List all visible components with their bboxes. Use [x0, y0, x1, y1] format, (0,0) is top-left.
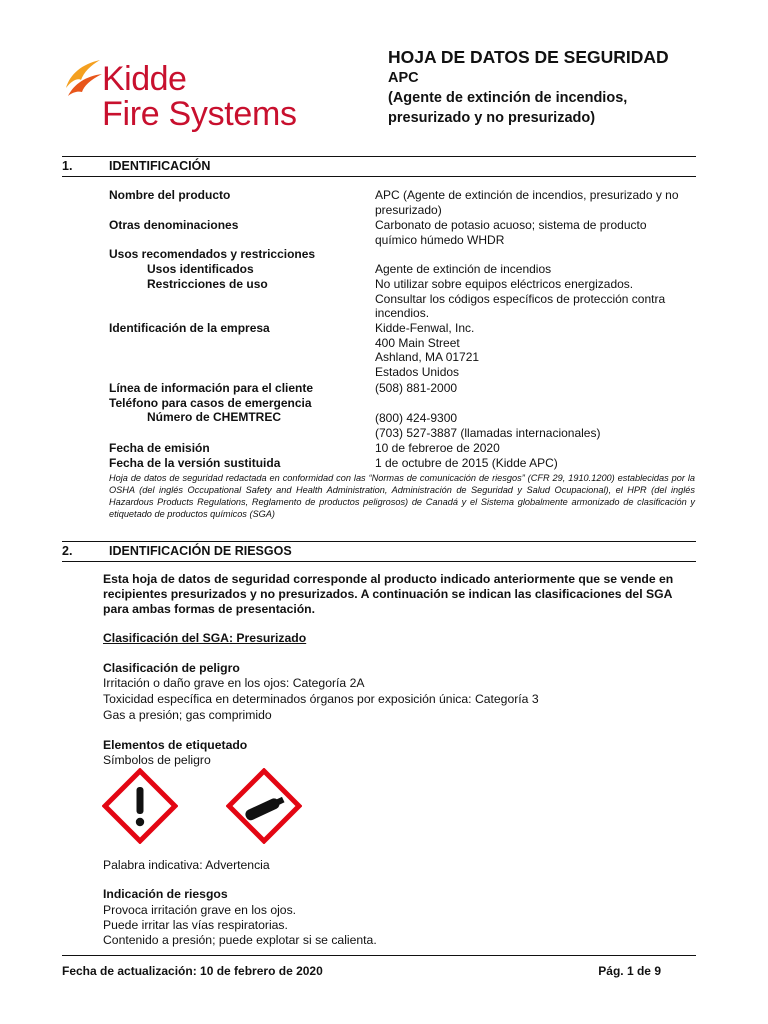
section-divider: [62, 561, 696, 562]
field-label-emergency-phone: Teléfono para casos de emergencia: [109, 396, 312, 410]
field-label-identified-uses: Usos identificados: [147, 262, 254, 276]
hazard-class-item: Irritación o daño grave en los ojos: Categoría 2A: [103, 676, 365, 690]
field-label-issue-date: Fecha de emisión: [109, 441, 210, 455]
field-label-product-name: Nombre del producto: [109, 188, 231, 202]
section-divider: [62, 156, 696, 157]
field-label-chemtrec: Número de CHEMTREC: [147, 410, 282, 424]
section-2-intro: Esta hoja de datos de seguridad corresponde al producto indicado anteriormente que se vende en recipientes presurizados y no presurizados. A continuación se indican las clasificaciones del SGA para ambas formas de presentación.: [103, 572, 674, 617]
hazard-statement: Contenido a presión; puede explotar si se calienta.: [103, 933, 377, 947]
footer-update-date: Fecha de actualización: 10 de febrero de 2020: [62, 964, 323, 978]
field-label-restrictions: Restricciones de uso: [147, 277, 268, 291]
field-value-product-name: APC (Agente de extinción de incendios, presurizado y no presurizado): [375, 188, 679, 217]
field-value-identified-uses: Agente de extinción de incendios: [375, 262, 552, 276]
product-desc-line2: presurizado y no presurizado): [388, 110, 596, 126]
regulatory-note: Hoja de datos de seguridad redactada en conformidad con las “Normas de comunicación de riesgos” (CFR 29, 1910.1200) establecidas por la OSHA (del inglés Occupational Safety and Health Administration, Administración de Seguridad y Salud Ocupacional), el HPR (del inglés Hazardous Products Regulations, Reglamento de productos peligrosos) de Canadá y el Sistema globalmente armonizado de clasificación y etiquetado de productos químicos (SGA): [109, 473, 695, 519]
exclamation-mark-icon: [102, 768, 178, 844]
hazard-statement: Provoca irritación grave en los ojos.: [103, 903, 297, 917]
field-value-superseded: 1 de octubre de 2015 (Kidde APC): [375, 456, 558, 470]
document-title: HOJA DE DATOS DE SEGURIDAD: [388, 47, 669, 67]
field-label-uses: Usos recomendados y restricciones: [109, 247, 316, 261]
sga-classification-heading: Clasificación del SGA: Presurizado: [103, 631, 307, 645]
label-elements-heading: Elementos de etiquetado: [103, 738, 248, 752]
field-label-customer-line: Línea de información para el cliente: [109, 381, 314, 395]
section-title: IDENTIFICACIÓN: [109, 159, 211, 173]
field-label-superseded: Fecha de la versión sustituida: [109, 456, 281, 470]
field-value-company: Kidde-Fenwal, Inc. 400 Main Street Ashland, MA 01721 Estados Unidos: [375, 321, 480, 380]
field-label-company: Identificación de la empresa: [109, 321, 270, 335]
section-number: 1.: [62, 159, 73, 173]
hazard-symbols-label: Símbolos de peligro: [103, 753, 211, 767]
section-divider: [62, 176, 696, 177]
field-value-issue-date: 10 de febreroe de 2020: [375, 441, 500, 455]
flame-icon: [64, 58, 104, 100]
gas-cylinder-icon: [226, 768, 302, 844]
footer-page-number: Pág. 1 de 9: [598, 964, 661, 978]
hazard-class-item: Gas a presión; gas comprimido: [103, 708, 272, 722]
logo-brand: Kidde: [102, 60, 187, 98]
hazard-class-heading: Clasificación de peligro: [103, 661, 240, 675]
field-label-other-names: Otras denominaciones: [109, 218, 239, 232]
field-value-other-names: Carbonato de potasio acuoso; sistema de producto químico húmedo WHDR: [375, 218, 647, 247]
field-value-customer-line: (508) 881-2000: [375, 381, 458, 395]
section-2-header: [62, 544, 696, 562]
section-divider: [62, 541, 696, 542]
product-code: APC: [388, 70, 419, 86]
signal-word: Palabra indicativa: Advertencia: [103, 858, 270, 872]
field-value-chemtrec: (800) 424-9300 (703) 527-3887 (llamadas internacionales): [375, 411, 601, 440]
company-logo: [64, 58, 297, 136]
document-title-block: [388, 47, 738, 128]
hazard-class-item: Toxicidad específica en determinados órganos por exposición única: Categoría 3: [103, 692, 539, 706]
product-desc-line1: (Agente de extinción de incendios,: [388, 90, 628, 106]
section-1-header: [62, 159, 696, 177]
hazard-statements-heading: Indicación de riesgos: [103, 887, 228, 901]
section-number: 2.: [62, 544, 73, 558]
field-value-restrictions: No utilizar sobre equipos eléctricos energizados. Consultar los códigos específicos de protección contra incendios.: [375, 277, 666, 321]
section-title: IDENTIFICACIÓN DE RIESGOS: [109, 544, 292, 558]
logo-subbrand: Fire Systems: [102, 95, 297, 133]
hazard-statement: Puede irritar las vías respiratorias.: [103, 918, 288, 932]
footer-divider: [62, 955, 696, 956]
